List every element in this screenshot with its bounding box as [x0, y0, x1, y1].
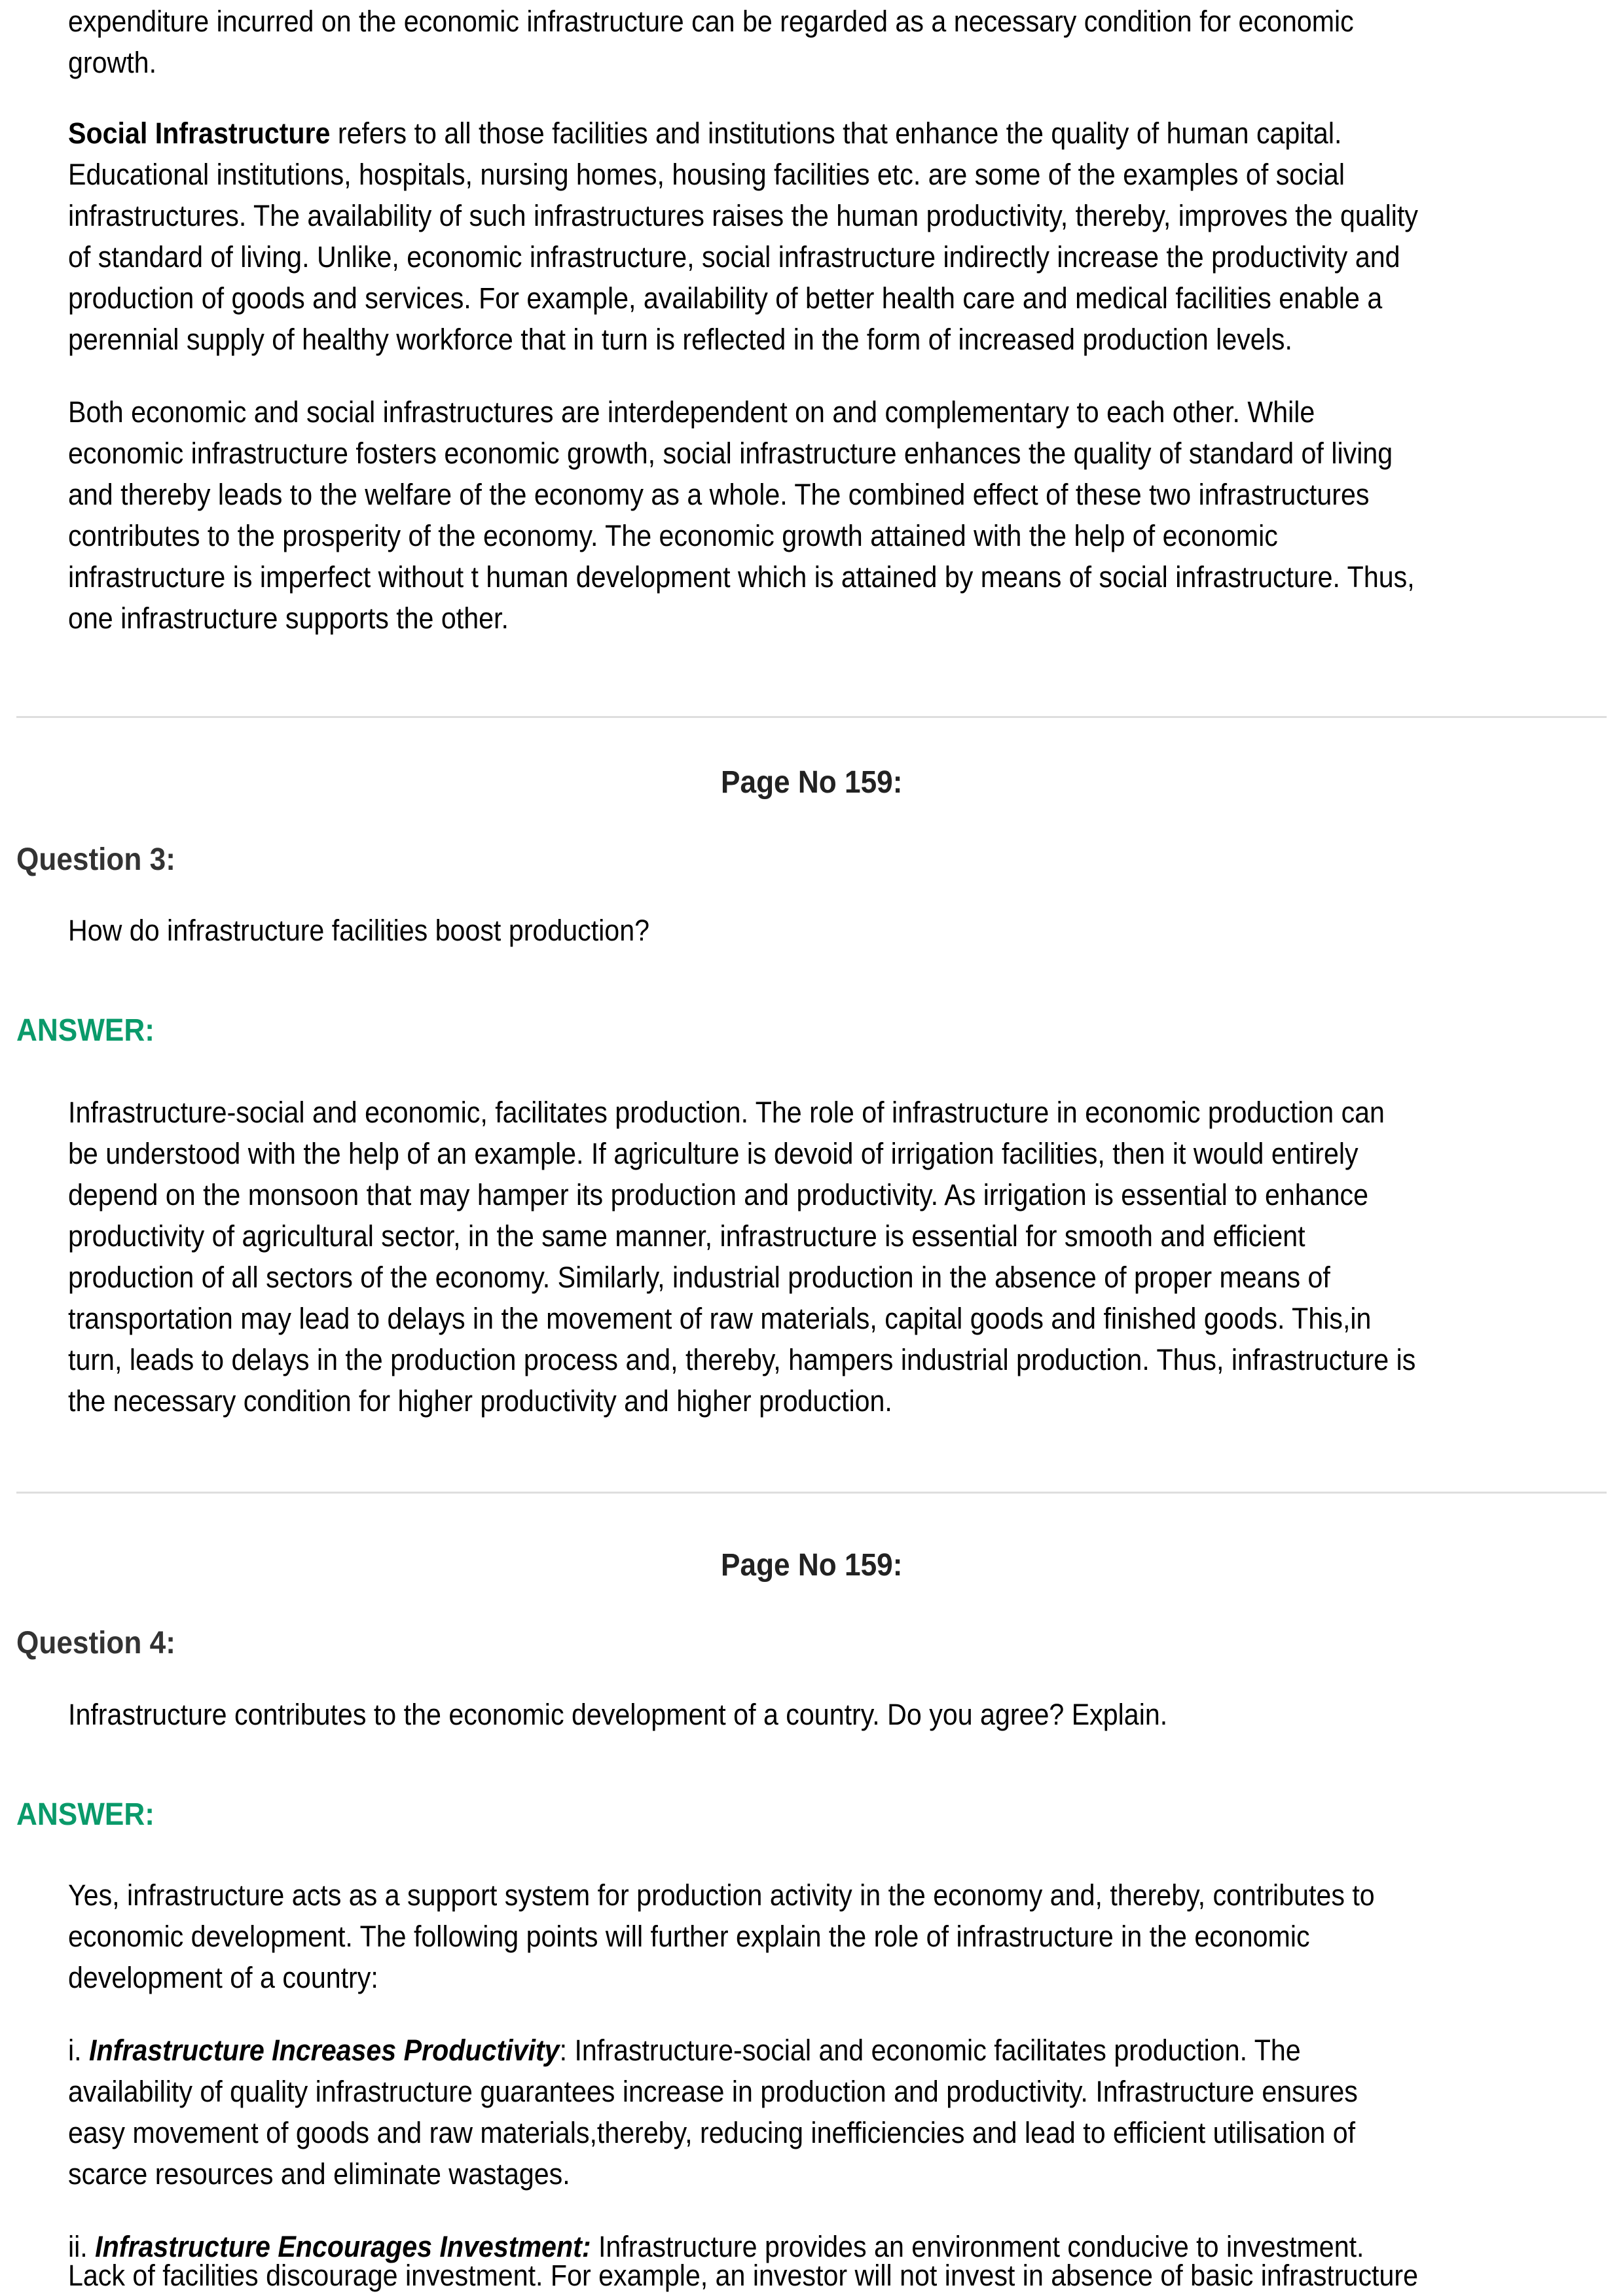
answer-line: Yes, infrastructure acts as a support system for production activity in the economy and, thereby, contributes to — [68, 1878, 1375, 1912]
point-text: : Infrastructure-social and economic facilitates production. The — [559, 2034, 1301, 2067]
paragraph-line: economic infrastructure fosters economic growth, social infrastructure enhances the quality of standard of living — [68, 437, 1393, 470]
paragraph-line: contributes to the prosperity of the economy. The economic growth attained with the help of economic — [68, 519, 1278, 552]
answer-line: be understood with the help of an example. If agriculture is devoid of irrigation facilities, then it would entirely — [68, 1137, 1359, 1170]
paragraph-text: refers to all those facilities and institutions that enhance the quality of human capital. — [330, 117, 1342, 150]
page-number-heading — [0, 1545, 1623, 1586]
paragraph-line: infrastructure is imperfect without t human development which is attained by means of social infrastructure. Thus, — [68, 560, 1415, 594]
social-infrastructure-term: Social Infrastructure — [68, 117, 331, 150]
paragraph-line: infrastructures. The availability of such infrastructures raises the human productivity, thereby, improves the quality — [68, 199, 1418, 232]
point-prefix: ii. — [68, 2230, 96, 2263]
answer-line: development of a country: — [68, 1961, 378, 1994]
answer-line: availability of quality infrastructure guarantees increase in production and productivity. Infrastructure ensures — [68, 2075, 1358, 2108]
answer-line: productivity of agricultural sector, in the same manner, infrastructure is essential for smooth and efficient — [68, 1219, 1305, 1253]
point-text: Infrastructure provides an environment conducive to investment. — [591, 2230, 1364, 2263]
paragraph-line: Both economic and social infrastructures are interdependent on and complementary to each other. While — [68, 395, 1315, 429]
paragraph-line — [68, 113, 1341, 154]
answer-point-line — [68, 2030, 1301, 2071]
answer-heading: ANSWER: — [16, 1797, 155, 1832]
point-title: Infrastructure Increases Productivity — [89, 2034, 560, 2067]
paragraph-line: growth. — [68, 46, 157, 79]
answer-line: the necessary condition for higher productivity and higher production. — [68, 1384, 892, 1418]
answer-line: depend on the monsoon that may hamper its production and productivity. As irrigation is essential to enhance — [68, 1178, 1368, 1211]
section-divider — [16, 716, 1607, 718]
page-number-text: Page No 159: — [720, 765, 903, 800]
paragraph-line: and thereby leads to the welfare of the economy as a whole. The combined effect of these two infrastructures — [68, 478, 1370, 511]
answer-line: economic development. The following points will further explain the role of infrastructure in the economic — [68, 1920, 1310, 1953]
question-text: How do infrastructure facilities boost production? — [68, 914, 650, 947]
section-divider — [16, 1492, 1607, 1494]
paragraph-line: one infrastructure supports the other. — [68, 601, 509, 635]
paragraph-line: expenditure incurred on the economic infrastructure can be regarded as a necessary condition for economic — [68, 5, 1354, 38]
paragraph-line: production of goods and services. For example, availability of better health care and medical facilities enable a — [68, 281, 1383, 315]
answer-line: production of all sectors of the economy. Similarly, industrial production in the absence of proper means of — [68, 1261, 1330, 1294]
question-heading: Question 4: — [16, 1626, 175, 1660]
answer-line: Infrastructure-social and economic, facilitates production. The role of infrastructure in economic production can — [68, 1096, 1385, 1129]
page-number-text: Page No 159: — [720, 1548, 903, 1583]
answer-line: scarce resources and eliminate wastages. — [68, 2157, 570, 2191]
question-heading: Question 3: — [16, 842, 175, 877]
paragraph-line: Educational institutions, hospitals, nursing homes, housing facilities etc. are some of the examples of social — [68, 158, 1345, 191]
point-prefix: i. — [68, 2034, 90, 2067]
page-number-heading — [0, 762, 1623, 803]
answer-line: turn, leads to delays in the production process and, thereby, hampers industrial production. Thus, infrastructure is — [68, 1343, 1416, 1376]
paragraph-line: of standard of living. Unlike, economic infrastructure, social infrastructure indirectly increase the productivity and — [68, 240, 1400, 274]
question-text: Infrastructure contributes to the economic development of a country. Do you agree? Explain. — [68, 1698, 1168, 1731]
paragraph-line: perennial supply of healthy workforce that in turn is reflected in the form of increased production levels. — [68, 323, 1292, 356]
point-title: Infrastructure Encourages Investment: — [95, 2230, 591, 2263]
answer-line: easy movement of goods and raw materials,thereby, reducing inefficiencies and lead to efficient utilisation of — [68, 2116, 1356, 2149]
answer-heading: ANSWER: — [16, 1013, 155, 1048]
answer-line: Lack of facilities discourage investment. For example, an investor will not invest in absence of basic infrastructure — [68, 2259, 1419, 2292]
answer-line: transportation may lead to delays in the movement of raw materials, capital goods and finished goods. This,in — [68, 1302, 1372, 1335]
